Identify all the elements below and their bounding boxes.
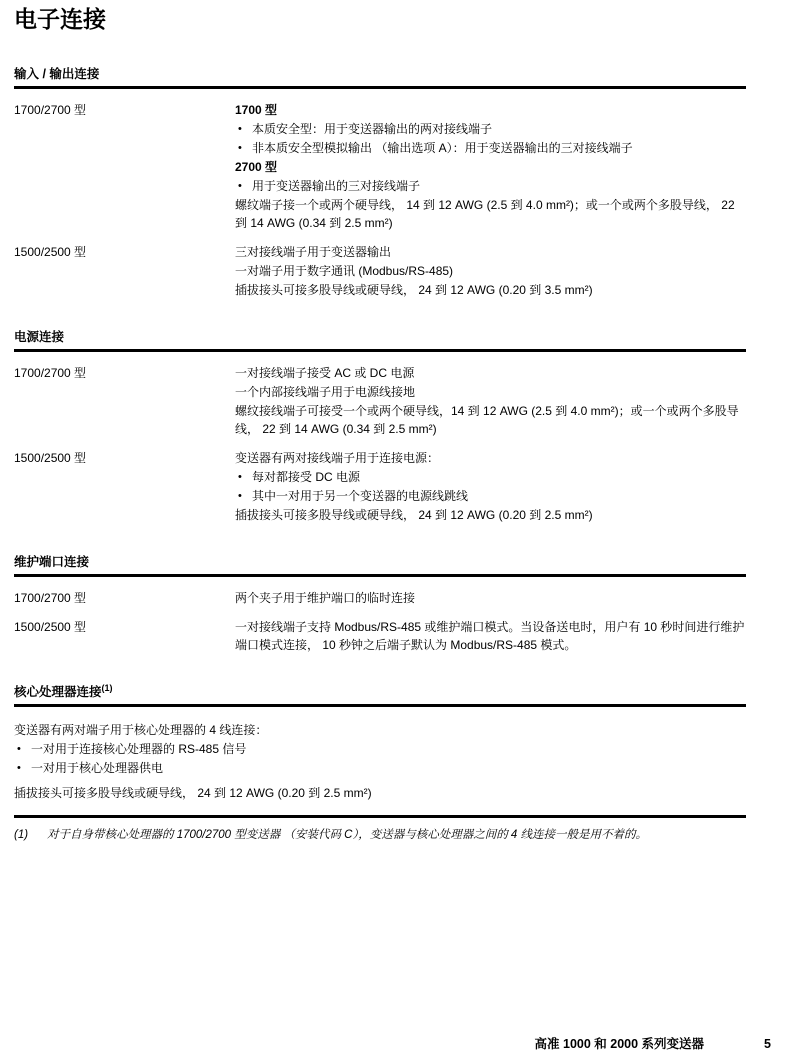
row-label: 1500/2500 型 [14,244,87,259]
row-label: 1700/2700 型 [14,102,87,117]
footnote-marker: (1) [14,829,29,842]
bullet-text: • 非本质安全型模拟输出 （输出选项 A）：用于变送器输出的三对接线端子 [252,140,633,155]
row-content [235,589,746,608]
spec-text: 三对接线端子用于变送器输出 [235,244,392,259]
bullet-item [235,177,746,195]
row-content [235,618,746,655]
bullet-item [14,759,746,777]
section-core-processor-connections [14,682,746,802]
section-maintenance-port-connections [14,555,746,655]
bullet-text: • 其中一对用于另一个变送器的电源线跳线 [252,488,469,503]
spec-text: 螺纹接线端子可接受一个或两个硬导线，14 到 12 AWG (2.5 到 4.0 mm²)；或一个或两个多股导线， 22 到 14 AWG (0.34 到 2.5 mm²) [235,403,739,436]
bullet-text: • 一对用于连接核心处理器的 RS-485 信号 [31,741,247,756]
table-row [14,243,746,300]
bullet-text: • 本质安全型：用于变送器输出的两对接线端子 [252,121,493,136]
bullet-item [235,487,746,505]
bullet-item [14,740,746,758]
spec-text: 插拔接头可接多股导线或硬导线， 24 到 12 AWG (0.20 到 3.5 mm²) [235,282,593,297]
section-input-output-connections [14,67,746,300]
spec-text: 变送器有两对端子用于核心处理器的 4 线连接： [14,722,268,737]
model-subheading: 2700 型 [235,159,278,174]
row-label: 1700/2700 型 [14,590,87,605]
row-content [235,243,746,300]
footnote-text: 对于自身带核心处理器的 1700/2700 型变送器 （安装代码 C），变送器与核心处理器之间的 4 线连接一般是用不着的。 [47,829,647,842]
section-rows [14,352,746,525]
footer-doc-title: 高准 1000 和 2000 系列变送器 [534,1037,705,1051]
table-row [14,449,746,525]
footnote [14,827,746,843]
table-row [14,618,746,655]
page-footer [535,1034,771,1052]
bullet-item [235,139,746,157]
bullet-text: • 每对都接受 DC 电源 [252,469,361,484]
bullet-item [235,120,746,138]
section-rows [14,577,746,655]
section-heading: 维护端口连接 [14,555,746,577]
spec-text: 螺纹端子接一个或两个硬导线， 14 到 12 AWG (2.5 到 4.0 mm²)；或一个或两个多股导线， 22 到 14 AWG (0.34 到 2.5 mm²) [235,197,735,230]
spec-text: 插拔接头可接多股导线或硬导线， 24 到 12 AWG (0.20 到 2.5 mm²) [14,785,372,800]
page-number: 5 [764,1037,771,1051]
section-heading: 电源连接 [14,330,746,352]
table-row [14,101,746,233]
spec-text: 一个内部接线端子用于电源线接地 [235,384,416,399]
row-content [235,449,746,525]
section-body [14,707,746,802]
bullet-item [235,468,746,486]
spec-text: 两个夹子用于维护端口的临时连接 [235,590,416,605]
spec-text: 一对接线端子接受 AC 或 DC 电源 [235,365,415,380]
section-heading [14,682,746,707]
footnote-reference: (1) [101,682,113,693]
footnote-divider [14,815,746,819]
section-rows [14,89,746,300]
spec-text: 一对端子用于数字通讯 (Modbus/RS-485) [235,263,454,278]
page-title: 电子连接 [14,6,106,32]
spec-text: 变送器有两对接线端子用于连接电源： [235,450,440,465]
row-label: 1500/2500 型 [14,450,87,465]
section-heading: 输入 / 输出连接 [14,67,746,89]
row-label: 1700/2700 型 [14,365,87,380]
section-heading-text: 核心处理器连接 [14,684,102,699]
spec-text: 插拔接头可接多股导线或硬导线， 24 到 12 AWG (0.20 到 2.5 mm²) [235,507,593,522]
row-content [235,101,746,233]
bullet-text: • 用于变送器输出的三对接线端子 [252,178,421,193]
row-label: 1500/2500 型 [14,619,87,634]
spec-text: 一对接线端子支持 Modbus/RS-485 或维护端口模式。当设备送电时，用户有 10 秒时间进行维护端口模式连接， 10 秒钟之后端子默认为 Modbus/RS-485 模式。 [235,619,745,652]
page-content [14,0,746,843]
table-row [14,589,746,608]
model-subheading: 1700 型 [235,102,278,117]
table-row [14,364,746,439]
bullet-text: • 一对用于核心处理器供电 [31,760,164,775]
section-power-connections [14,330,746,525]
row-content [235,364,746,439]
